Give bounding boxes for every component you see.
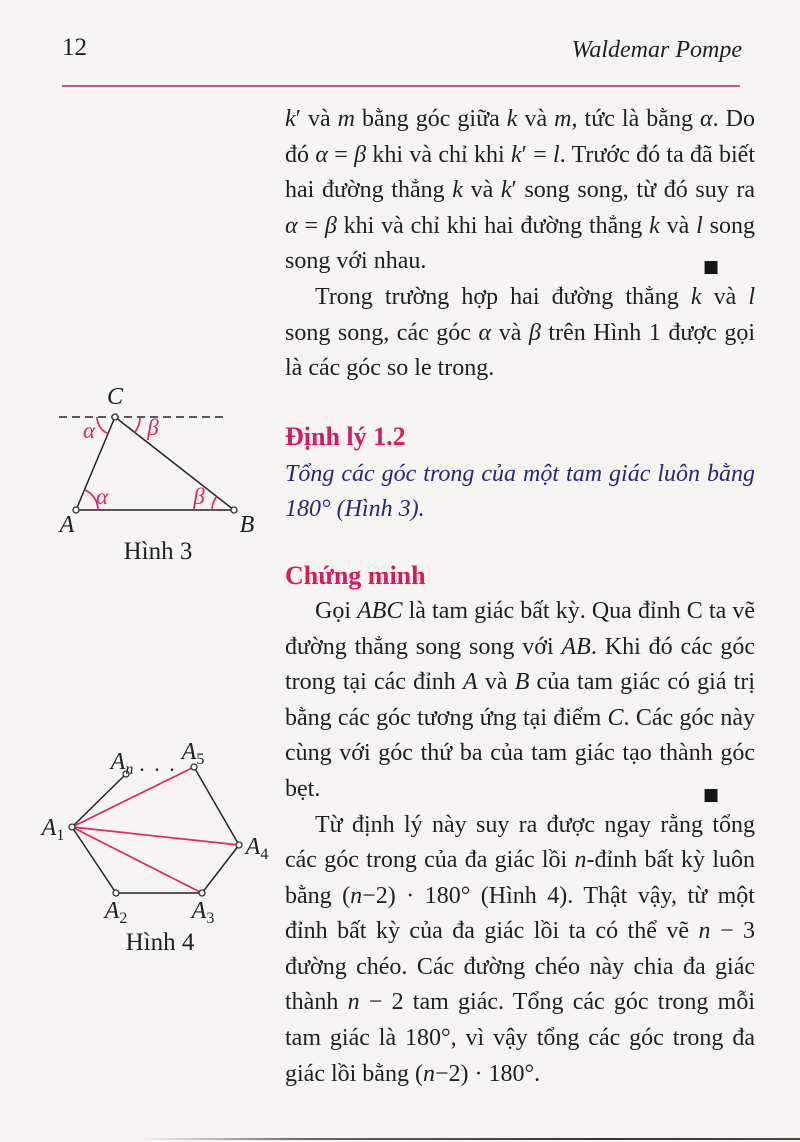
paragraph-so-le-trong <box>285 280 755 387</box>
fig4-label-a5: $A_5$ <box>181 739 205 768</box>
fig4-ellipsis-dots: . . . <box>139 751 177 776</box>
qed-square: ■ <box>702 784 719 805</box>
fig3-angle-arc-alpha-at-c <box>97 417 108 434</box>
fig4-edge-a1-an <box>72 774 126 827</box>
fig3-angle-arc-beta-at-c <box>135 417 140 432</box>
fig4-vertex-a4 <box>236 842 242 848</box>
figure-hinh-4 <box>20 725 280 960</box>
fig4-edge-a3-a4 <box>202 845 239 893</box>
fig4-vertex-a1 <box>69 824 75 830</box>
fig3-label-beta-bottom: β <box>193 484 205 509</box>
fig4-edge-a4-a5 <box>194 767 239 845</box>
fig3-label-beta-top: β <box>147 415 159 440</box>
fig3-label-b: B <box>239 512 255 538</box>
paragraph-polygon-corollary <box>285 808 755 1093</box>
fig3-label-a: A <box>59 512 75 538</box>
proof-heading: Chứng minh <box>285 560 426 590</box>
figure-hinh-3 <box>40 388 270 573</box>
fig4-label-an: $A_n$ <box>110 749 134 778</box>
fig4-edge-a1-a2 <box>72 827 116 893</box>
fig3-label-c: C <box>106 388 124 410</box>
fig3-label-alpha-top: α <box>82 418 96 443</box>
fig3-angle-arc-beta-at-b <box>212 497 217 511</box>
fig4-diagonal-a1-a4 <box>72 827 239 845</box>
paragraph-text: Gọi ABC là tam giác bất kỳ. Qua đỉnh C ta vẽ đường thẳng song song với AB. Khi đó các góc trong tại các đỉnh A và B của tam giác có giá trị bằng các góc tương ứng tại điểm C. Các góc này cùng với góc thứ ba của tam giác tạo thành góc bẹt. <box>285 597 756 802</box>
fig4-label-a1: $A_1$ <box>41 815 65 844</box>
fig4-label-a4: $A_4$ <box>245 834 269 863</box>
page-number: 12 <box>62 34 87 61</box>
qed-square: ■ <box>702 256 719 277</box>
main-text-column <box>285 102 755 1092</box>
theorem-statement: Tổng các góc trong của một tam giác luôn bằng 180° (Hình 3). <box>285 460 755 523</box>
fig3-svg <box>40 388 270 573</box>
theorem-1-2 <box>285 418 755 528</box>
fig3-vertex-c <box>112 414 118 420</box>
paragraph-text: Trong trường hợp hai đường thẳng k và l song song, các góc α và β trên Hình 1 được gọi là các góc so le trong. <box>285 283 755 382</box>
scanned-page-bottom-edge <box>140 1138 800 1141</box>
paragraph-continuation <box>285 102 755 280</box>
paragraph-text: k′ và m bằng góc giữa k và m, tức là bằng α. Do đó α = β khi và chỉ khi k′ = l. Trước đó ta đã biết hai đường thẳng k và k′ song song, từ đó suy ra α = β khi và chỉ khi hai đường thẳng k và l song song với nhau. <box>285 106 756 275</box>
paragraph-text: Từ định lý này suy ra được ngay rằng tổng các góc trong của đa giác lồi n-đỉnh bất kỳ luôn bằng (n−2) · 180° (Hình 4). Thật vậy, từ một đỉnh bất kỳ của đa giác lồi ta có thể vẽ n − 3 đường chéo. Các đường chéo này chia đa giác thành n − 2 tam giác. Tổng các góc trong mỗi tam giác là 180°, vì vậy tổng các góc trong đa giác lồi bằng (n−2) · 180°. <box>285 811 755 1087</box>
theorem-label: Định lý 1.2 <box>285 421 406 451</box>
fig3-label-alpha-bottom: α <box>95 484 109 509</box>
header-rule <box>62 85 740 87</box>
fig3-side-bc <box>115 417 234 510</box>
fig4-vertex-a3 <box>199 890 205 896</box>
fig4-svg <box>20 725 280 960</box>
running-header-author: Waldemar Pompe <box>571 37 742 63</box>
fig4-diagonal-a1-a3 <box>72 827 202 893</box>
fig4-caption: Hình 4 <box>125 929 195 956</box>
fig4-label-a3: $A_3$ <box>191 898 215 927</box>
proof-paragraph <box>285 594 755 808</box>
fig4-vertex-a2 <box>113 890 119 896</box>
fig3-vertex-b <box>231 507 237 513</box>
fig4-label-a2: $A_2$ <box>104 898 128 927</box>
fig3-caption: Hình 3 <box>123 538 193 565</box>
